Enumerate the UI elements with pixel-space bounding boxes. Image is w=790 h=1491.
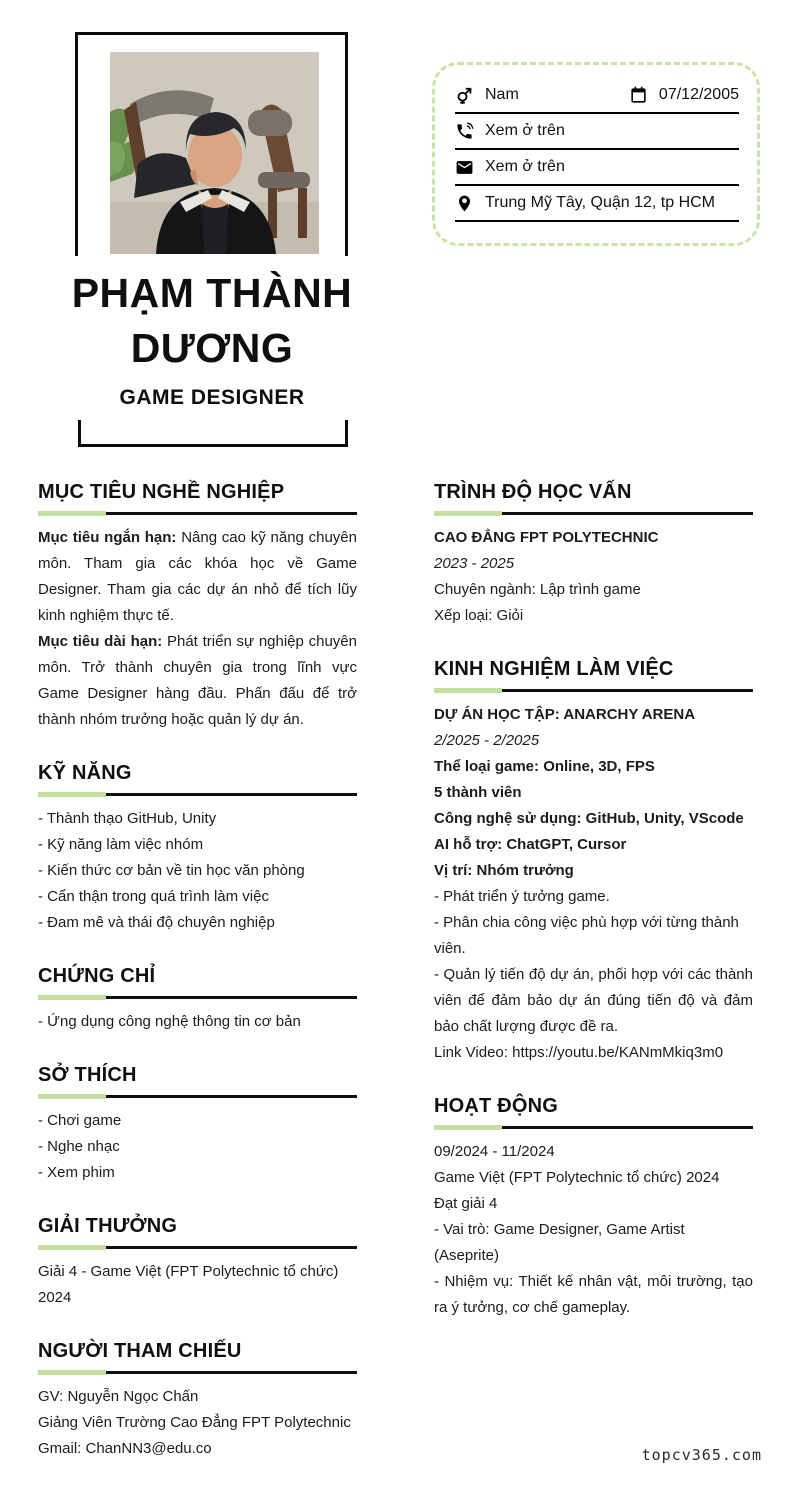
experience-duty: - Phân chia công việc phù hợp với từng thành viên.	[434, 914, 739, 957]
phone-value: Xem ở trên	[485, 122, 565, 139]
section-title: MỤC TIÊU NGHỀ NGHIỆP	[38, 481, 285, 503]
candidate-name	[36, 266, 388, 375]
section-rule	[434, 1125, 753, 1130]
objective-body	[38, 525, 357, 733]
section-skills	[38, 762, 357, 936]
objective-short: Mục tiêu ngắn hạn: Nâng cao kỹ năng chuyên môn. Tham gia các khóa học về Game Designer. Tham gia các dự án nhỏ để tích lũy kinh nghiệm thực tế.	[38, 529, 357, 624]
activity-line: - Vai trò: Game Designer, Game Artist (Aseprite)	[434, 1221, 685, 1264]
section-experience	[434, 658, 753, 1066]
address-value: Trung Mỹ Tây, Quận 12, tp HCM	[485, 194, 716, 211]
reference-line: Gmail: ChanNN3@edu.co	[38, 1440, 212, 1457]
contact-row-phone	[455, 114, 739, 150]
experience-period: 2/2025 - 2/2025	[434, 732, 540, 749]
reference-line: GV: Nguyễn Ngọc Chấn	[38, 1388, 199, 1405]
experience-fact: AI hỗ trợ: ChatGPT, Cursor	[434, 836, 627, 853]
experience-project: DỰ ÁN HỌC TẬP: ANARCHY ARENA	[434, 706, 696, 723]
activity-line: Game Việt (FPT Polytechnic tổ chức) 2024	[434, 1169, 720, 1186]
skill-item: - Kiến thức cơ bản về tin học văn phòng	[38, 862, 305, 879]
section-title: TRÌNH ĐỘ HỌC VẤN	[434, 481, 632, 503]
reference-line: Giảng Viên Trường Cao Đẳng FPT Polytechnic	[38, 1414, 351, 1431]
education-grade: Xếp loại: Giỏi	[434, 607, 524, 624]
contact-box	[432, 62, 760, 246]
experience-duty: - Phát triển ý tưởng game.	[434, 888, 610, 905]
experience-fact: Công nghệ sử dụng: GitHub, Unity, VScode	[434, 810, 744, 827]
job-title: GAME DESIGNER	[119, 386, 305, 409]
skill-item: - Kỹ năng làm việc nhóm	[38, 836, 204, 853]
section-awards	[38, 1215, 357, 1311]
section-title: CHỨNG CHỈ	[38, 965, 156, 987]
activity-line: Đạt giải 4	[434, 1195, 498, 1212]
section-title: KỸ NĂNG	[38, 762, 132, 784]
activity-line: - Nhiệm vụ: Thiết kế nhân vật, môi trường, tạo ra ý tưởng, cơ chế gameplay.	[434, 1273, 753, 1316]
name-line1: PHẠM THÀNH	[71, 270, 353, 316]
education-major: Chuyên ngành: Lập trình game	[434, 581, 641, 598]
birthdate-value: 07/12/2005	[658, 86, 739, 103]
left-column	[38, 481, 357, 1491]
education-period: 2023 - 2025	[434, 555, 515, 572]
skill-item: - Thành thạo GitHub, Unity	[38, 810, 217, 827]
hobby-item: - Chơi game	[38, 1112, 122, 1129]
section-title: SỞ THÍCH	[38, 1064, 137, 1086]
section-hobbies	[38, 1064, 357, 1186]
right-column	[434, 481, 753, 1350]
phone-icon	[455, 122, 474, 141]
section-objective	[38, 481, 357, 733]
contact-row-email	[455, 150, 739, 186]
location-pin-icon	[455, 194, 474, 213]
hobby-item: - Nghe nhạc	[38, 1138, 120, 1155]
experience-fact: 5 thành viên	[434, 784, 522, 801]
section-rule	[38, 1245, 357, 1250]
name-bracket-decoration	[78, 420, 348, 447]
contact-row-gender-dob	[455, 78, 739, 114]
hobby-item: - Xem phim	[38, 1164, 115, 1181]
calendar-icon	[629, 86, 648, 105]
skill-item: - Đam mê và thái độ chuyên nghiệp	[38, 914, 275, 931]
section-rule	[38, 1094, 357, 1099]
gender-value: Nam	[485, 86, 519, 103]
objective-long: Mục tiêu dài hạn: Phát triển sự nghiệp chuyên môn. Trở thành chuyên gia trong lĩnh vực Game Designer hàng đầu. Phấn đấu để trở thành nhóm trưởng hoặc quản lý dự án.	[38, 633, 357, 728]
watermark: topcv365.com	[641, 1446, 762, 1464]
section-title: HOẠT ĐỘNG	[434, 1095, 559, 1117]
email-value: Xem ở trên	[485, 158, 565, 175]
experience-video-link: Link Video: https://youtu.be/KANmMkiq3m0	[434, 1044, 724, 1061]
name-line2: DƯƠNG	[130, 324, 294, 371]
skill-item: - Cẩn thận trong quá trình làm việc	[38, 888, 269, 905]
section-education	[434, 481, 753, 629]
education-school: CAO ĐẲNG FPT POLYTECHNIC	[434, 529, 659, 546]
experience-fact: Thể loại game: Online, 3D, FPS	[434, 758, 655, 775]
section-rule	[38, 995, 357, 1000]
experience-fact: Vị trí: Nhóm trưởng	[434, 862, 574, 879]
envelope-icon	[455, 158, 474, 177]
section-title: KINH NGHIỆM LÀM VIỆC	[434, 658, 674, 680]
certificate-item: - Ứng dụng công nghệ thông tin cơ bản	[38, 1013, 301, 1030]
profile-photo	[110, 52, 319, 254]
section-title: NGƯỜI THAM CHIẾU	[38, 1340, 242, 1362]
section-rule	[38, 511, 357, 516]
gender-icon	[455, 86, 474, 105]
section-certificates	[38, 965, 357, 1035]
section-references	[38, 1340, 357, 1462]
award-item: Giải 4 - Game Việt (FPT Polytechnic tổ chức) 2024	[38, 1263, 339, 1306]
activity-period: 09/2024 - 11/2024	[434, 1143, 555, 1160]
experience-duty: - Quản lý tiến độ dự án, phối hợp với các thành viên để đảm bảo dự án đúng tiến độ và đảm bảo chất lượng được đề ra.	[434, 966, 753, 1035]
section-rule	[38, 1370, 357, 1375]
section-rule	[434, 511, 753, 516]
section-activities	[434, 1095, 753, 1321]
section-rule	[38, 792, 357, 797]
section-rule	[434, 688, 753, 693]
section-title: GIẢI THƯỞNG	[38, 1215, 178, 1237]
contact-row-address	[455, 186, 739, 222]
